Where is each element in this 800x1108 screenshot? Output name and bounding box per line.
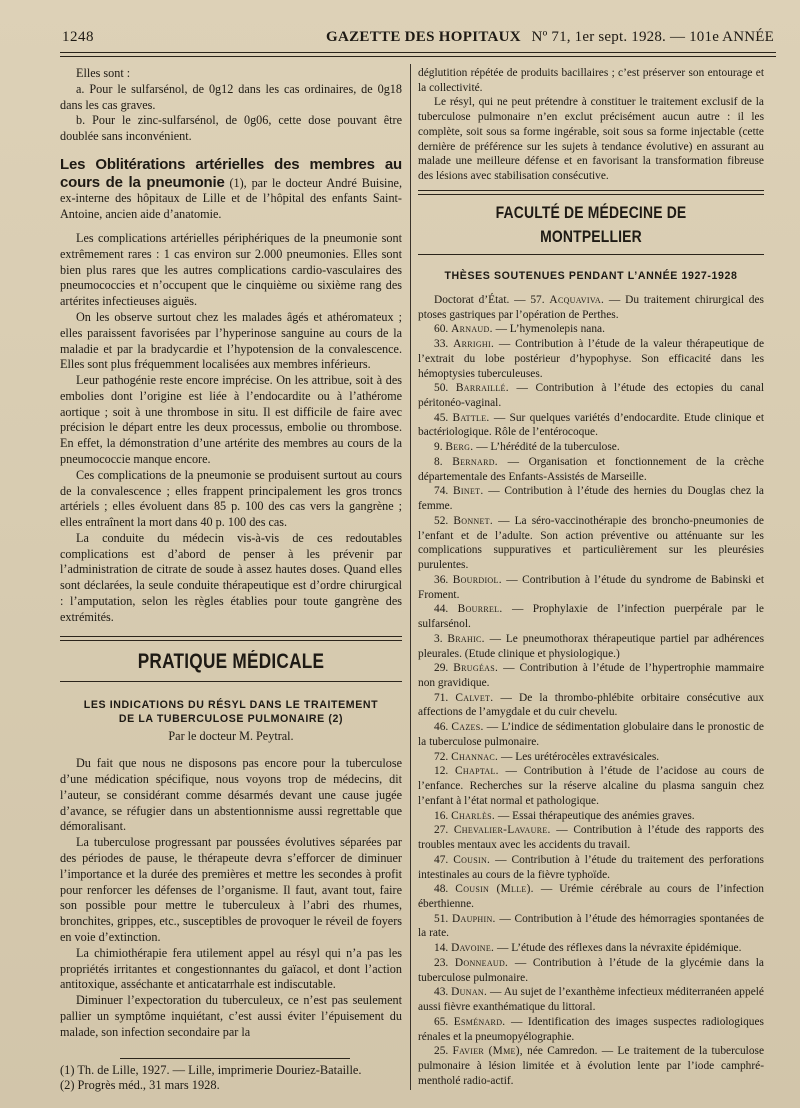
thesis-number: 51.	[434, 912, 452, 925]
thesis-entry	[418, 514, 764, 573]
thesis-author: Calvet.	[455, 691, 494, 704]
thesis-number: 43.	[434, 986, 452, 999]
thesis-title: — De la thrombo-phlébite orbitaire consécutive aux affections de l’amygdale et du cuir chevelu.	[418, 691, 764, 719]
theses-title: THÈSES SOUTENUES PENDANT L’ANNÉE 1927-1928	[444, 269, 738, 282]
thesis-number: 23.	[434, 956, 455, 969]
thesis-entry	[418, 882, 764, 911]
thesis-author: Brugéas.	[453, 662, 499, 675]
thesis-title: — Contribution à l’étude du syndrome de Babinski et Froment.	[418, 573, 764, 601]
footnote: (2) Progrès méd., 31 mars 1928.	[60, 1078, 220, 1093]
thesis-entry	[418, 956, 764, 985]
section-title: PRATIQUE MÉDICALE	[137, 649, 325, 673]
thesis-entry	[418, 691, 764, 720]
thesis-title: — Urémie cérébrale au cours de l’infection éberthienne.	[418, 883, 765, 910]
article-oblitérations	[60, 156, 402, 223]
thesis-number: Doctorat d’État. — 57.	[434, 293, 550, 306]
paragraph: La chimiothérapie fera utilement appel au résyl qui n’a pas les propriétés irritantes et congestionnantes du gaïacol, et dont l’action antitoxique, asséchante et anticatarrhale est indiscutable.	[60, 945, 402, 992]
thesis-number: 36.	[434, 573, 453, 586]
paragraph: Les complications artérielles périphériques de la pneumonie sont extrêmement rares : 1 cas environ sur 2.000 pneumonies. Elles sont bien plus rares que les autres complications cardio-vasculaires des pneumococcies et n’occupent que le cinquième ou sixième rang des artérites infectieuses aiguës.	[60, 231, 402, 309]
thesis-title: — Contribution à l’étude du traitement des perforations intestinales au cours de la fièvre typhoïde.	[418, 853, 764, 881]
thesis-author: Battle.	[452, 411, 490, 424]
thesis-title: — La séro-vaccinothérapie des broncho-pneumonies de l’enfant et de l’adulte. Son action préventive ou atténuante sur les complications suppuratives et particulièrement sur les pleurésies purulentes.	[418, 514, 764, 572]
journal-title: GAZETTE DES HOPITAUX	[326, 29, 521, 45]
thesis-number: 72.	[434, 750, 452, 763]
thesis-entry	[418, 573, 764, 602]
thesis-title: — Au sujet de l’exanthème infectieux méditerranéen appelé aussi fièvre exanthématique du littoral.	[418, 986, 764, 1014]
thesis-author: Bernard.	[452, 455, 498, 468]
thesis-author: Brahic.	[447, 632, 485, 645]
thesis-number: 12.	[434, 765, 456, 778]
thesis-number: 25.	[434, 1045, 453, 1058]
thesis-entry	[418, 823, 764, 852]
header-rule-thin	[60, 56, 776, 57]
thesis-entry	[418, 720, 764, 749]
paragraph: On les observe surtout chez les malades âgés et athéromateux ; elles paraissent favorisées par l’hyperinose sanguine au cours de la maladie et par la bradycardie et l’hypotension de la convalescence. Elles sont plus fréquemment localisées aux membres inférieurs.	[60, 309, 402, 372]
thesis-title: — Contribution à l’étude des rapports des troubles mentaux avec les accidents du travail.	[418, 824, 764, 852]
thesis-entry	[418, 602, 764, 631]
thesis-number: 16.	[434, 809, 452, 822]
thesis-title: — Essai thérapeutique des anémies graves.	[495, 809, 695, 822]
doses-intro: Elles sont :	[76, 66, 131, 80]
article-title: Les Oblitérations artérielles des membres au cours de la pneumonie	[60, 155, 402, 191]
thesis-author: Arrighi.	[453, 338, 495, 351]
footnote: (1) Th. de Lille, 1927. — Lille, imprimerie Douriez-Bataille.	[60, 1063, 362, 1078]
thesis-title: — L’hymenolepis nana.	[492, 323, 605, 336]
thesis-number: 9.	[434, 441, 446, 454]
thesis-number: 27.	[434, 824, 454, 837]
faculty-title: FACULTÉ DE MÉDECINE DE MONTPELLIER	[495, 202, 687, 246]
thesis-title: — Contribution à l’étude des hernies du Douglas chez la femme.	[418, 485, 764, 513]
theses-list	[418, 293, 764, 1089]
thesis-entry	[418, 411, 764, 440]
article-title-line: LES INDICATIONS DU RÉSYL DANS LE TRAITEMENT	[83, 698, 379, 711]
thesis-author: Esménard.	[453, 1015, 506, 1028]
paragraph: Du fait que nous ne disposons pas encore pour la tuberculose d’une médication spécifique, nous voyons trop de médecins, dit l’auteur, se considérant comme désarmés devant une cause jugée d’avance, se réfugier dans un abstentionnisme aussi regrettable que démoralisant.	[60, 756, 402, 834]
page-header	[62, 26, 774, 48]
column-divider	[410, 64, 411, 1090]
thesis-author: Binet.	[453, 485, 484, 498]
thesis-entry	[418, 1044, 764, 1088]
thesis-title: née Camredon. — Le traitement de la tuberculose pulmonaire à lésion limitée et à évolution lente par l’iode camphré-mentholé radio-actif.	[418, 1045, 764, 1087]
thesis-author: Chaptal.	[455, 765, 499, 778]
thesis-entry	[418, 322, 764, 337]
thesis-number: 33.	[434, 338, 454, 351]
left-column	[60, 66, 402, 1093]
thesis-author: Dunan.	[451, 986, 488, 999]
thesis-entry	[418, 941, 764, 956]
thesis-entry	[418, 1015, 764, 1044]
thesis-author: Bonnet.	[453, 514, 493, 527]
thesis-author: Bourrel.	[457, 603, 503, 616]
thesis-author: Barraillé.	[455, 382, 509, 395]
thesis-title: — L’étude des réflexes dans la névraxite épidémique.	[494, 942, 742, 955]
thesis-entry	[418, 661, 764, 690]
thesis-entry	[418, 764, 764, 808]
thesis-entry	[418, 440, 764, 455]
thesis-author: Charlès.	[451, 809, 496, 822]
thesis-author: Bourdiol.	[452, 573, 502, 586]
thesis-number: 48.	[434, 883, 456, 896]
page-number: 1248	[62, 29, 94, 45]
thesis-title: — Prophylaxie de l’infection puerpérale par le sulfarsénol.	[418, 603, 764, 631]
paragraph: Leur pathogénie reste encore imprécise. On les attribue, soit à des embolies dont l’origine est liée à l’endocardite ou à l’athérome aortique ; soit à une thrombose in situ. Il est difficile de faire avec précision le départ entre les deux processus, embolie ou thrombose. En effet, la démonstration d’une artérite des membres au cours de la pneumococcie manque encore.	[60, 373, 402, 466]
thesis-entry	[418, 750, 764, 765]
thesis-number: 44.	[434, 603, 458, 616]
thesis-entry	[418, 381, 764, 410]
thesis-title: — Contribution à l’étude des ectopies du canal péritonéo-vaginal.	[418, 382, 764, 410]
thesis-entry	[418, 293, 764, 322]
thesis-title: — Contribution à l’étude de l’acidose au cours de l’enfance. Recherches sur la réserve alcaline du plasma sanguin chez l’enfant à l’état normal et pathologique.	[418, 765, 764, 807]
thesis-entry	[418, 912, 764, 941]
thesis-title: — Organisation et fonctionnement de la crèche départementale des Enfants-Assistés de Marseille.	[418, 455, 764, 483]
thesis-author: Cazes.	[451, 721, 484, 734]
right-column	[418, 66, 764, 1089]
thesis-title: — Identification des images suspectes radiologiques rénales et la pneumopyélographie.	[418, 1015, 764, 1043]
thesis-author: Davoine.	[451, 942, 495, 955]
paragraph: Ces complications de la pneumonie se produisent surtout au cours de la convalescence ; elles frappent principalement les gros troncs artériels ; elles évoluent dans 85 p. 100 des cas vers la gangrène ; elles entraînent la mort dans 40 p. 100 des cas.	[60, 467, 402, 530]
thesis-author: Berg.	[445, 441, 474, 454]
thesis-number: 65.	[434, 1015, 454, 1028]
thesis-author: Dauphin.	[451, 912, 496, 925]
dose-item: a. Pour le sulfarsénol, de 0g12 dans les cas ordinaires, de 0g18 dans les cas graves.	[60, 81, 402, 112]
thesis-author: Chevalier-Lavaure.	[453, 824, 551, 837]
thesis-number: 60.	[434, 323, 452, 336]
thesis-number: 52.	[434, 514, 454, 527]
thesis-entry	[418, 985, 764, 1014]
thesis-title: — Contribution à l’étude de la glycémie dans la tuberculose pulmonaire.	[418, 956, 764, 984]
thesis-number: 46.	[434, 721, 452, 734]
thesis-number: 8.	[434, 455, 453, 468]
thesis-number: 74.	[434, 485, 454, 498]
thesis-author: Favier (Mme),	[452, 1045, 523, 1058]
thesis-entry	[418, 484, 764, 513]
thesis-author: Acquaviva.	[549, 293, 605, 306]
thesis-title: — Sur quelques variétés d’endocardite. Etude clinique et bactériologique. Rôle de l’entérocoque.	[418, 411, 764, 439]
thesis-title: — Les urétérocèles extravésicales.	[498, 750, 660, 763]
article-title-line: DE LA TUBERCULOSE PULMONAIRE (2)	[118, 712, 344, 725]
paragraph: La conduite du médecin vis-à-vis de ces redoutables complications est d’abord de penser à les prévenir par l’administration de citrate de soude à assez hautes doses. Quand elles sont déclarées, la seule conduite thérapeutique est d’ordre chirurgical : l’amputation, selon les règles établies pour toute gangrène des extrémités.	[60, 530, 402, 624]
thesis-title: — L’hérédité de la tuberculose.	[473, 441, 620, 454]
article-byline: Par le docteur M. Peytral.	[168, 728, 294, 743]
thesis-entry	[418, 809, 764, 824]
paragraph: déglutition répétée de produits bacillaires ; c’est préserver son entourage et la collectivité.	[418, 67, 764, 94]
thesis-title: — Le pneumothorax thérapeutique partiel par adhérences pleurales. (Etude clinique et physiologique.)	[418, 632, 764, 660]
thesis-title: — Contribution à l’étude de l’hypertrophie mammaire non gravidique.	[418, 662, 765, 689]
thesis-title: — Contribution à l’étude de la valeur thérapeutique de l’extrait du lobe postérieur d’hypophyse. Son efficacité dans les hémoptysies tuberculeuses.	[418, 338, 765, 380]
paragraph: Diminuer l’expectoration du tuberculeux, ce n’est pas seulement pallier un symptôme inquiétant, c’est aussi éviter l’épuisement du malade, son infection secondaire par la	[60, 993, 402, 1039]
thesis-title: — Contribution à l’étude des hémorragies spontanées de la rate.	[418, 912, 764, 940]
article-byline: (1), par le docteur André Buisine, ex-interne des hôpitaux de Lille et de l’hôpital des enfants Saint-Antoine, ancien aide d’anatomie.	[60, 175, 402, 222]
thesis-entry	[418, 337, 764, 381]
thesis-entry	[418, 455, 764, 484]
thesis-author: Cousin (Mlle).	[455, 883, 534, 896]
paragraph: La tuberculose progressant par poussées évolutives séparées par des périodes de pause, le thérapeute devra s’efforcer de diminuer l’importance et la durée des premières et mettre les secondes à profit pour renforcer les défenses de l’organisme. Il faut, avant tout, faire son possible pour mettre le tuberculeux à l’abri des rhumes, bronchites, grippes, etc., susceptibles de provoquer le réveil de foyers en voie d’extinction.	[60, 835, 402, 944]
thesis-entry	[418, 632, 764, 661]
paragraph: Le résyl, qui ne peut prétendre à constituer le traitement exclusif de la tuberculose pulmonaire n’en exclut précisément aucun autre : il les complète, soit sous sa forme ingérable, soit sous sa forme injectable (cette dernière de préférence sur les sujets à tendance évolutive) en assurant au malade une meilleure défense et en favorisant la transformation fibreuse des lésions avec stabilisation consécutive.	[418, 96, 764, 183]
thesis-entry	[418, 853, 764, 882]
thesis-author: Arnaud.	[451, 323, 493, 336]
thesis-number: 29.	[434, 662, 454, 675]
issue-info: Nº 71, 1er sept. 1928. — 101e ANNÉE	[531, 29, 774, 45]
thesis-title: — L’indice de sédimentation globulaire dans le pronostic de la tuberculose pulmonaire.	[418, 721, 764, 748]
thesis-number: 71.	[434, 691, 456, 704]
dose-item: b. Pour le zinc-sulfarsénol, de 0g06, cette dose pouvant être doublée sans inconvénient.	[60, 113, 402, 144]
thesis-title: — Du traitement chirurgical des ptoses gastriques par l’opération de Perthes.	[418, 293, 764, 321]
thesis-number: 3.	[434, 632, 448, 645]
thesis-number: 14.	[434, 942, 452, 955]
thesis-number: 47.	[434, 853, 454, 866]
thesis-number: 45.	[434, 411, 453, 424]
thesis-author: Donneaud.	[454, 956, 509, 969]
thesis-author: Channac.	[451, 750, 499, 763]
header-rule	[60, 52, 776, 53]
thesis-author: Cousin.	[453, 853, 491, 866]
thesis-number: 50.	[434, 382, 456, 395]
